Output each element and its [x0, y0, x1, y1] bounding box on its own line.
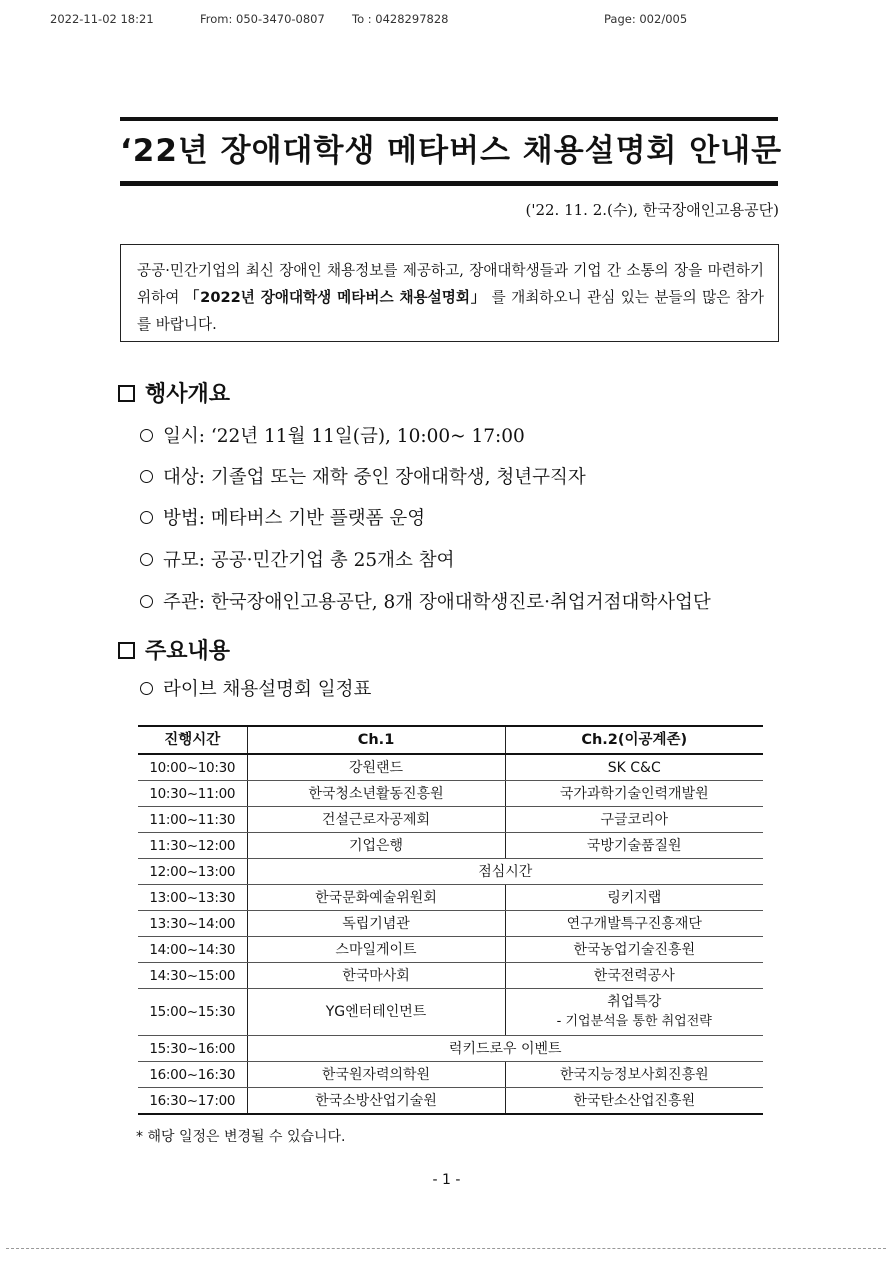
ch2-cell: 한국지능정보사회진흥원: [505, 1062, 763, 1088]
ch1-cell: 스마일게이트: [247, 937, 505, 963]
time-cell: 16:30~17:00: [138, 1088, 247, 1115]
circle-bullet-icon: [140, 595, 153, 608]
checkbox-square-icon: [118, 385, 135, 402]
ch2-cell: 한국전력공사: [505, 963, 763, 989]
overview-item: [140, 424, 525, 450]
checkbox-square-icon: [118, 642, 135, 659]
overview-item: [140, 590, 711, 616]
fax-from: From: 050-3470-0807: [200, 12, 325, 26]
table-row: [138, 859, 763, 885]
header-ch2: Ch.2(이공계존): [505, 726, 763, 754]
overview-item-text: 대상: 기졸업 또는 재학 중인 장애대학생, 청년구직자: [163, 467, 586, 488]
time-cell: 10:30~11:00: [138, 781, 247, 807]
header-time: 진행시간: [138, 726, 247, 754]
overview-item: [140, 465, 586, 491]
merged-cell: 럭키드로우 이벤트: [247, 1036, 763, 1062]
ch2-title: 취업특강: [607, 994, 662, 1010]
circle-bullet-icon: [140, 429, 153, 442]
page-bottom-line: [6, 1248, 886, 1249]
section-main: [118, 637, 230, 667]
section-main-label: 주요내용: [145, 639, 231, 664]
table-row: [138, 833, 763, 859]
schedule-body: [138, 754, 763, 1114]
schedule-table: [138, 725, 763, 1115]
table-row: [138, 885, 763, 911]
ch1-cell: 한국문화예술위원회: [247, 885, 505, 911]
table-row: [138, 807, 763, 833]
ch1-cell: 한국청소년활동진흥원: [247, 781, 505, 807]
ch1-cell: 기업은행: [247, 833, 505, 859]
notice-event-name: 「2022년 장애대학생 메타버스 채용설명회」: [184, 289, 487, 306]
time-cell: 10:00~10:30: [138, 754, 247, 781]
main-bullet-text: 라이브 채용설명회 일정표: [163, 679, 372, 700]
ch2-cell: [505, 989, 763, 1036]
fax-datetime: 2022-11-02 18:21: [50, 12, 154, 26]
ch1-cell: 한국마사회: [247, 963, 505, 989]
overview-item-text: 일시: ‘22년 11월 11일(금), 10:00~ 17:00: [163, 426, 525, 447]
ch2-cell: 국방기술품질원: [505, 833, 763, 859]
header-ch1: Ch.1: [247, 726, 505, 754]
overview-item-text: 규모: 공공·민간기업 총 25개소 참여: [163, 550, 455, 571]
time-cell: 12:00~13:00: [138, 859, 247, 885]
time-cell: 16:00~16:30: [138, 1062, 247, 1088]
table-row: [138, 754, 763, 781]
time-cell: 11:00~11:30: [138, 807, 247, 833]
ch2-cell: 구글코리아: [505, 807, 763, 833]
ch1-cell: 한국소방산업기술원: [247, 1088, 505, 1115]
fax-to: To : 0428297828: [352, 12, 449, 26]
ch1-cell: 한국원자력의학원: [247, 1062, 505, 1088]
time-cell: 14:30~15:00: [138, 963, 247, 989]
table-row: [138, 1036, 763, 1062]
time-cell: 13:30~14:00: [138, 911, 247, 937]
date-line: ('22. 11. 2.(수), 한국장애인고용공단): [525, 201, 779, 219]
circle-bullet-icon: [140, 470, 153, 483]
time-cell: 14:00~14:30: [138, 937, 247, 963]
time-cell: 15:30~16:00: [138, 1036, 247, 1062]
circle-bullet-icon: [140, 682, 153, 695]
time-cell: 11:30~12:00: [138, 833, 247, 859]
ch2-cell: 연구개발특구진흥재단: [505, 911, 763, 937]
overview-item: [140, 548, 455, 574]
table-row: [138, 1088, 763, 1115]
ch1-cell: YG엔터테인먼트: [247, 989, 505, 1036]
notice-text-before: 공공·민간기업의 최신 장애인 채용정보를 제공하고, 장애대학생들과 기업 간 소통의 장을 마련하기 위하여: [137, 262, 764, 306]
circle-bullet-icon: [140, 511, 153, 524]
page-number: - 1 -: [432, 1172, 461, 1188]
fax-header: [0, 12, 893, 28]
overview-item-text: 방법: 메타버스 기반 플랫폼 운영: [163, 508, 426, 529]
footnote: * 해당 일정은 변경될 수 있습니다.: [136, 1129, 346, 1145]
merged-cell: 점심시간: [247, 859, 763, 885]
main-bullet: [140, 677, 371, 703]
schedule-header-row: [138, 726, 763, 754]
table-row: [138, 911, 763, 937]
ch2-cell: 링키지랩: [505, 885, 763, 911]
ch1-cell: 건설근로자공제회: [247, 807, 505, 833]
overview-item-text: 주관: 한국장애인고용공단, 8개 장애대학생진로·취업거점대학사업단: [163, 592, 711, 613]
ch2-cell: SK C&C: [505, 754, 763, 781]
table-row: [138, 937, 763, 963]
notice-box: [120, 244, 779, 342]
notice-text-after: 를 개최하오니 관심 있는 분들의 많은 참가를 바랍니다.: [137, 289, 764, 333]
title-rule-top: [120, 117, 778, 121]
ch1-cell: 강원랜드: [247, 754, 505, 781]
fax-page: Page: 002/005: [604, 12, 688, 26]
section-overview-label: 행사개요: [145, 382, 231, 407]
time-cell: 15:00~15:30: [138, 989, 247, 1036]
ch2-cell: 한국탄소산업진흥원: [505, 1088, 763, 1115]
circle-bullet-icon: [140, 553, 153, 566]
table-row: [138, 989, 763, 1036]
table-row: [138, 1062, 763, 1088]
document-title: ‘22년 장애대학생 메타버스 채용설명회 안내문: [120, 133, 783, 169]
overview-item: [140, 506, 425, 532]
ch2-subtitle: - 기업분석을 통한 취업전략: [556, 1014, 712, 1029]
table-row: [138, 963, 763, 989]
ch2-cell: 국가과학기술인력개발원: [505, 781, 763, 807]
title-rule-bottom: [120, 181, 778, 186]
ch2-cell: 한국농업기술진흥원: [505, 937, 763, 963]
section-overview: [118, 380, 230, 410]
table-row: [138, 781, 763, 807]
ch1-cell: 독립기념관: [247, 911, 505, 937]
time-cell: 13:00~13:30: [138, 885, 247, 911]
